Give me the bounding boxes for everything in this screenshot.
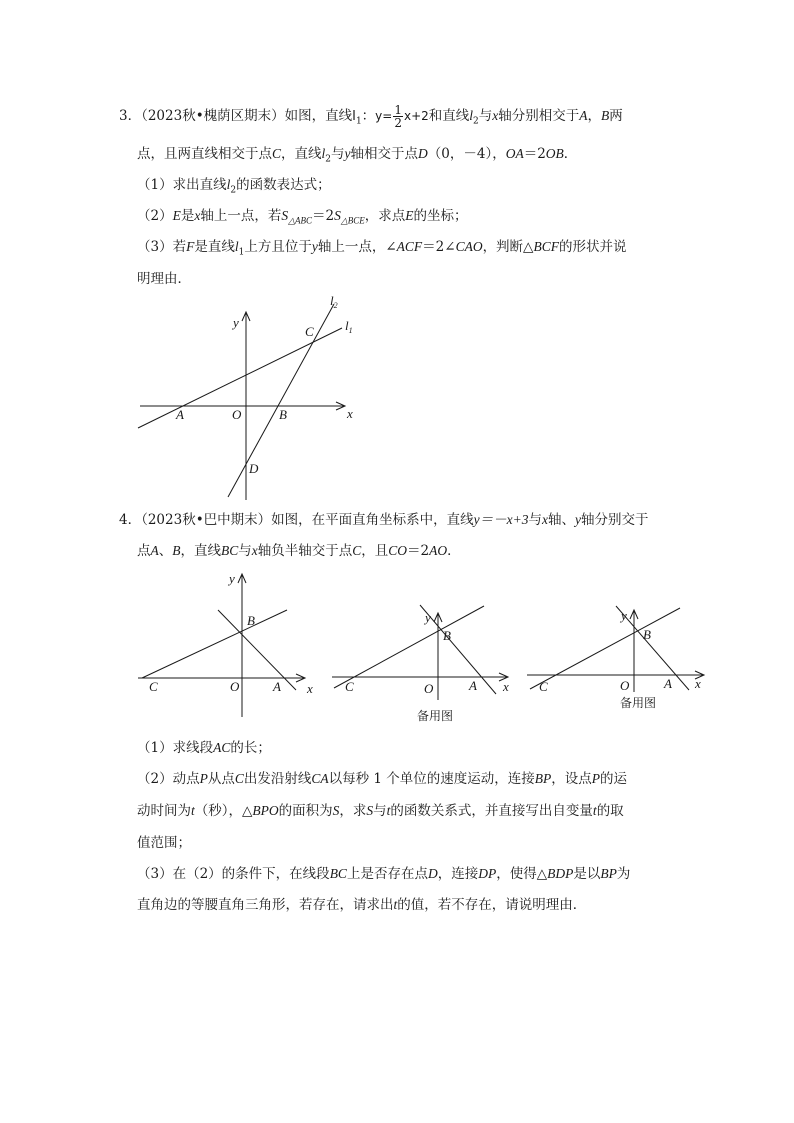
p3-line-1: 3．（2023秋•槐荫区期末）如图，直线$l_1$：y= $\frac{1}{2}$ x+2和直线$l_2$与x轴分别相交于A，B两: [119, 103, 623, 130]
p3-question-1: （1）求出直线$l_2$的函数表达式；: [137, 177, 331, 196]
p3-label-A: A: [176, 407, 184, 422]
p4f3-line-bc: [530, 608, 680, 689]
p3-label-D: D: [249, 461, 259, 476]
p3-line-l2: [228, 304, 334, 497]
p3-label-l2: $l_2$: [330, 293, 338, 310]
p3-line-2: 点，且两直线相交于点C，直线$l_2$与y轴相交于点D（0，－4），OA＝2OB．: [137, 146, 578, 165]
p3-label-O: O: [232, 407, 242, 422]
p4f1-label-y: y: [229, 571, 235, 586]
p4f1-label-B: B: [247, 613, 255, 628]
p4f2-label-C: C: [345, 679, 354, 694]
p4-question-2: （2）动点P从点C出发沿射线CA以每秒 1 个单位的速度运动，连接BP，设点P的运: [137, 771, 628, 787]
p3-label-y: y: [233, 315, 239, 330]
p4f1-label-O: O: [230, 679, 240, 694]
p4f2-label-y: y: [425, 610, 431, 625]
p4-line-1: 4．（2023秋•巴中期末）如图，在平面直角坐标系中，直线y＝－x+3与x轴、y轴分别交于: [119, 512, 649, 528]
p4-figure-spare-2-labels: [539, 608, 701, 710]
p4f3-label-x: x: [695, 676, 701, 691]
p4-question-2-cont-2: 值范围；: [137, 835, 191, 851]
p4f2-label-A: A: [469, 678, 477, 693]
p3-question-3: （3）若F是直线$l_1$上方且位于y轴上一点，∠ACF＝2∠CAO，判断△BCF的形状并说: [137, 239, 627, 258]
p4f3-label-B: B: [643, 627, 651, 642]
p4-figure-spare-2: [527, 606, 704, 692]
p4f2-label-O: O: [424, 681, 434, 696]
p3-question-3-cont: 明理由．: [137, 271, 191, 287]
p3-label-l1: $l_1$: [345, 318, 353, 335]
p3-figure: [138, 304, 345, 500]
p4f3-label-A: A: [664, 676, 672, 691]
p4f3-label-y: y: [621, 608, 627, 623]
p4f1-label-x: x: [307, 681, 313, 696]
p4-question-1: （1）求线段AC的长；: [137, 740, 271, 756]
p3-label-C: C: [305, 324, 314, 339]
p3-label-x: x: [347, 406, 353, 421]
p4-line-2: 点A、B，直线BC与x轴负半轴交于点C，且CO＝2AO．: [137, 543, 461, 559]
p4-question-3-cont: 直角边的等腰直角三角形，若存在，请求出t的值，若不存在，请说明理由．: [137, 897, 587, 913]
p4-figure-main-labels: [149, 571, 313, 696]
p4f2-label-x: x: [503, 679, 509, 694]
p4-figure-main: [138, 574, 305, 717]
p4f3-label-O: O: [620, 678, 630, 693]
fraction-one-half: $\frac{1}{2}$: [394, 103, 402, 130]
p4-figure-spare-1: [332, 605, 508, 700]
p4f1-label-A: A: [273, 679, 281, 694]
p4f1-line-bc: [142, 610, 287, 678]
p3-question-2: （2）E是x轴上一点，若$S_{\triangle ABC}=2S_{\triangle BCE}$，求点E的坐标；: [137, 208, 468, 226]
p3-figure-labels: [175, 293, 353, 476]
p4f2-line-bc: [334, 606, 484, 688]
p4-figure-spare-1-labels: [345, 610, 509, 723]
p4f1-label-C: C: [149, 679, 158, 694]
p4f2-label-B: B: [443, 628, 451, 643]
p4f3-label-C: C: [539, 679, 548, 694]
p3-label-B: B: [279, 407, 287, 422]
p4f3-caption: 备用图: [620, 696, 657, 710]
p4-question-2-cont: 动时间为t（秒），△BPO的面积为S，求S与t的函数关系式，并直接写出自变量t的取: [137, 803, 624, 819]
p4-question-3: （3）在（2）的条件下，在线段BC上是否存在点D，连接DP，使得△BDP是以BP为: [137, 866, 631, 882]
p4f2-caption: 备用图: [417, 709, 454, 723]
